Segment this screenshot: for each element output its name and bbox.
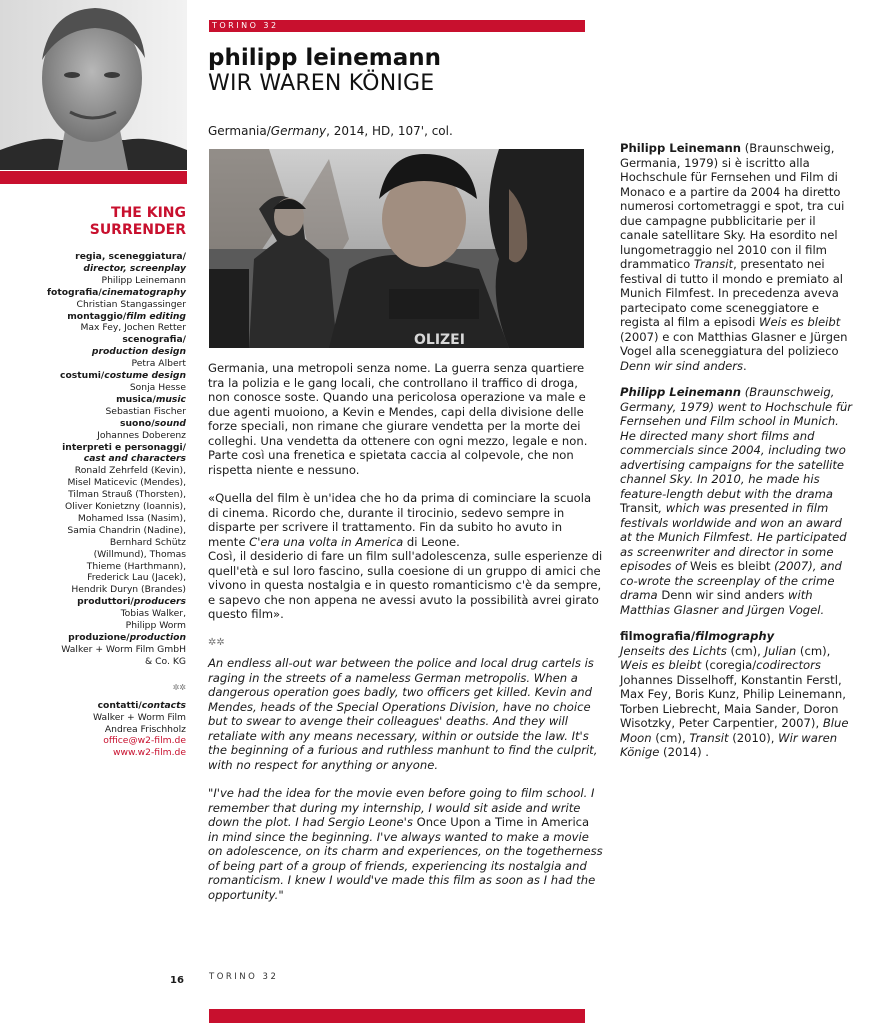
director-bio (620, 141, 856, 760)
synopsis-en: An endless all-out war between the police and local drug cartels is raging in the streets of a nameless German metropolis. When a dangerous operation goes badly, two officers get killed. Kevin and Mendes, heads of the Special Operations Division, have no choice but to swear to avenge their colleagues' deaths. And they will retaliate with any means necessary, within or outside the law. It's the beginning of a furious and ruthless manhunt to find the culprit, with no respect for anything or anyone. (208, 656, 598, 772)
director-statement-it: «Quella del film è un'idea che ho da prima di cominciare la scuola di cinema. Ricordo che, durante il tirocinio, sedevo sempre in disparte per scrivere il trattamento. Fin da subito ho avuto in mente C'era una volta in America di Leone. Così, il desiderio di fare un film sull'adolescenza, sulle esperienze di quell'età e sul loro fascino, sulla coesione di un gruppo di amici che vivono in questa nostalgia e in questo romanticismo c'è da sempre, e sapevo che non appena ne avessi avuto la possibilità avrei girato questo film». (208, 491, 603, 621)
page-number: 16 (170, 975, 184, 986)
footer-festival-label: TORINO 32 (209, 972, 279, 982)
film-still (209, 149, 584, 348)
bio-en: Philipp Leinemann (Braunschweig, Germany, 1979) went to Hochschule für Fernsehen und Film school in Munich. He directed many short films and commercials since 2004, including two advertising campaigns for the satellite channel Sky. In 2010, he made his feature-length debut with the drama Transit, which was presented in film festivals worldwide and won an award at the Munich Filmfest. He participated as screenwriter and director in some episodes of Weis es bleibt (2007), and co-wrote the screenplay of the crime drama Denn wir sind anders with Matthias Glasner and Jürgen Vogel. (620, 385, 853, 617)
left-accent-bar (0, 171, 187, 184)
filmography-label: filmografia/filmography (620, 629, 775, 643)
film-title: WIR WAREN KÖNIGE (208, 71, 435, 96)
synopsis (208, 361, 603, 916)
director-name: philipp leinemann (208, 45, 441, 71)
section-title: THE KING SURRENDER (89, 205, 186, 238)
credits-list: regia, sceneggiatura/ director, screenplay Philipp Leinemann fotografia/cinematography Christian Stangassinger montaggio/film editing Max Fey, Jochen Retter scenografia/ production design Petra Albert costumi/costume design Sonja Hesse musica/music Sebastian Fischer suono/sound Johannes Doberenz interpreti e personaggi/ cast and characters Ronald Zehrfeld (Kevin), Misel Maticevic (Mendes), Tilman Strauß (Thorsten), Oliver Konietzny (Ioannis), Mohamed Issa (Nasim), Samia Chandrin (Nadine), Bernhard Schütz (Willmund), Thomas Thieme (Harthmann), Frederick Lau (Jacek), Hendrik Duryn (Brandes) produttori/producers Tobias Walker, Philipp Worm produzione/production Walker + Worm Film GmbH & Co. KG ✲✲ contatti/contacts Walker + Worm Film Andrea Frischholz office@w2-film.de www.w2-film.de (20, 251, 186, 759)
filmography-list: Jenseits des Lichts (cm), Julian (cm), Weis es bleibt (coregia/codirectors Johannes Disselhoff, Konstantin Ferstl, Max Fey, Boris Kunz, Philip Leinemann, Torben Liebrecht, Maia Sander, Doron Wisotzky, Peter Carpentier, 2007), Blue Moon (cm), Transit (2010), Wir waren Könige (2014) . (620, 643, 849, 759)
bio-it: Philipp Leinemann (Braunschweig, Germania, 1979) si è iscritto alla Hochschule für Fernsehen und Film di Monaco e a partire da 2004 ha diretto numerosi cortometraggi e spot, tra cui due campagne pubblicitarie per il canale satellitare Sky. Ha esordito nel lungometraggio nel 2010 con il film drammatico Transit, presentato nei festival di tutto il mondo e premiato al Munich Filmfest. In precedenza aveva partecipato come sceneggiatore e regista al film a episodi Weis es bleibt (2007) e con Matthias Glasner e Jürgen Vogel alla sceneggiatura del polizieco Denn wir sind anders. (620, 141, 848, 373)
svg-text:OLIZEI: OLIZEI (414, 332, 465, 348)
email-link[interactable]: office@w2-film.de (103, 735, 186, 747)
synopsis-it: Germania, una metropoli senza nome. La guerra senza quartiere tra la polizia e le gang locali, che controllano il traffico di droga, non conosce soste. Quando una pericolosa operazione va male e due agenti muoiono, a Kevin e Mendes, capi della divisione delle forze speciali, non rimane che giurare vendetta per la morte dei colleghi. Una vendetta da ottenere con ogni mezzo, legale e non. Parte così una frenetica e spietata caccia al colpevole, che non rispetta niente e nessuno. (208, 361, 588, 477)
director-portrait (0, 0, 187, 170)
festival-label: TORINO 32 (212, 21, 279, 30)
website-link[interactable]: www.w2-film.de (113, 747, 186, 759)
director-statement-en: "I've had the idea for the movie even before going to film school. I remember that during my internship, I would sit aside and write down the plot. I had Sergio Leone's Once Upon a Time in America in mind since the beginning. I've always wanted to make a movie on adolescence, on its charm and experiences, on the togetherness of being part of a group of friends, experiencing its nostalgia and romanticism. I knew I would've made this film as soon as I had the opportunity." (208, 786, 603, 902)
separator-stars: ✲✲ (172, 682, 186, 692)
separator-stars: ✲✲ (208, 636, 225, 648)
header-bar (209, 20, 585, 32)
tech-info: Germania/Germany, 2014, HD, 107', col. (208, 124, 453, 138)
footer-bar (209, 1009, 585, 1023)
